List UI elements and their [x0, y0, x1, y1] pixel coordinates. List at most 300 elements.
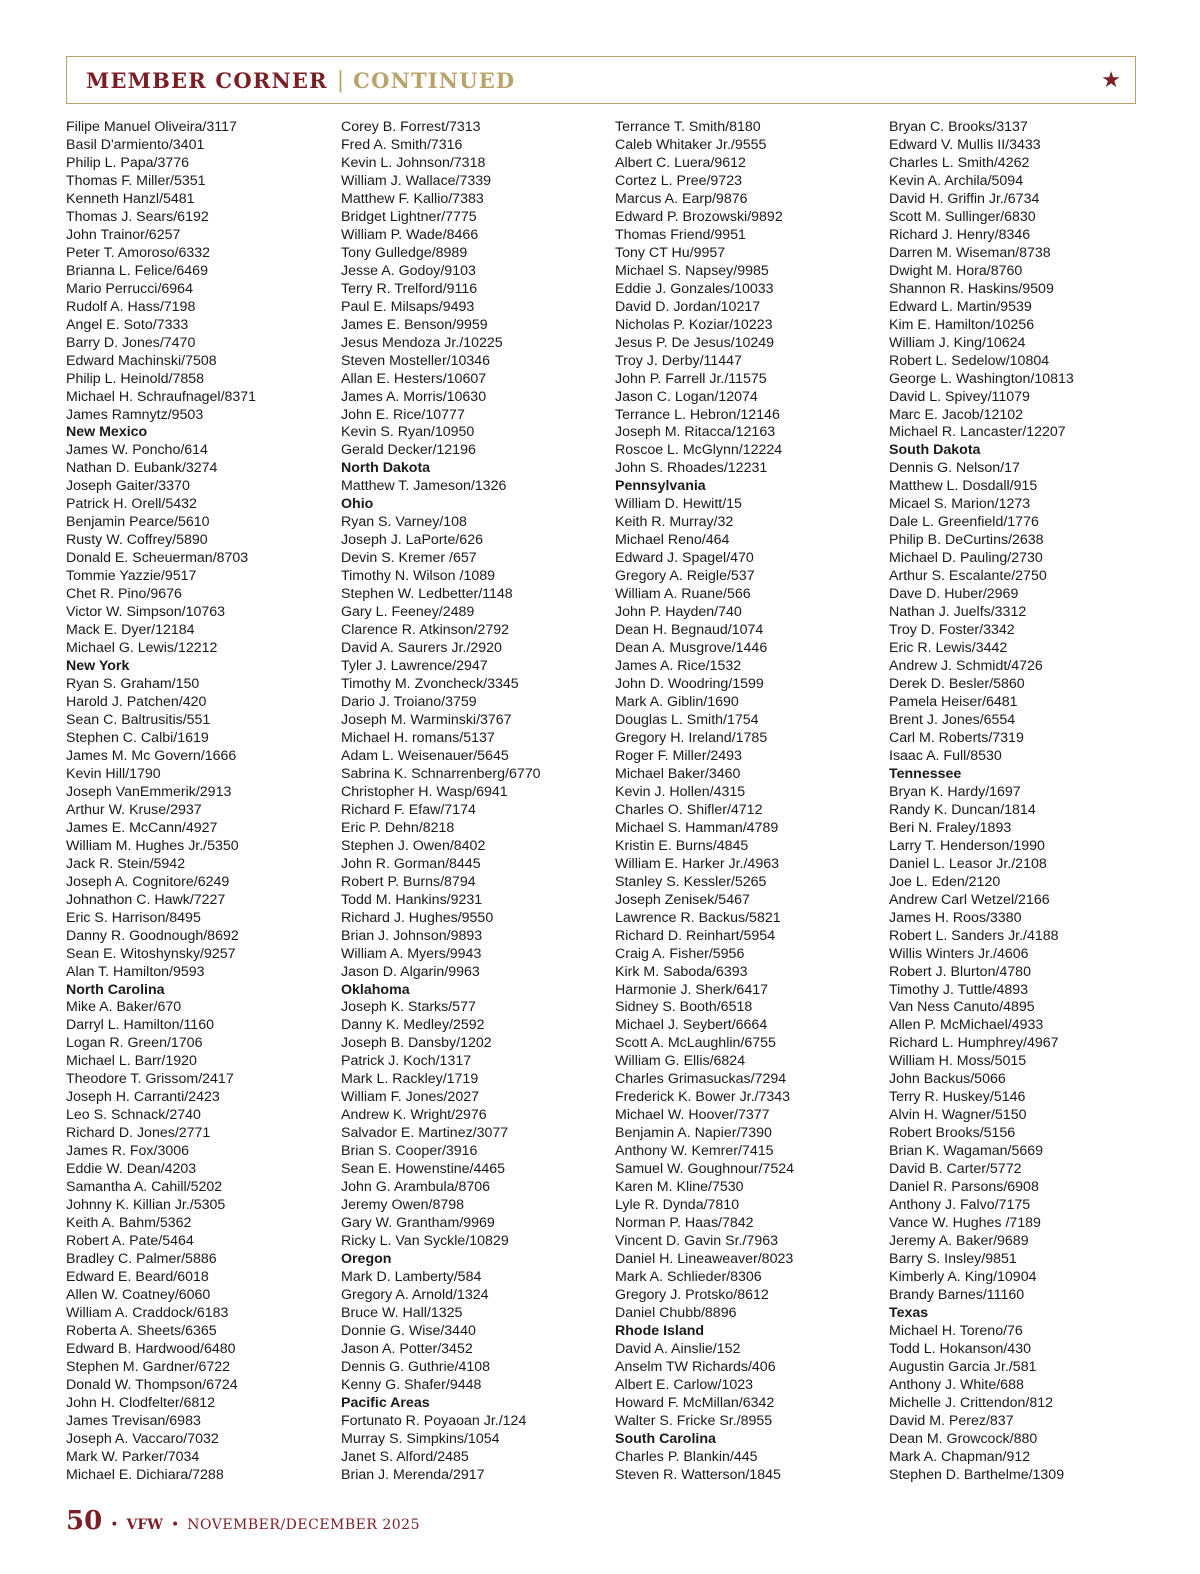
member-entry: Dario J. Troiano/3759 [341, 694, 477, 710]
member-entry: Michael H. romans/5137 [341, 729, 495, 746]
member-entry: Terry R. Huskey/5146 [889, 1089, 1026, 1106]
member-entry: Stephen W. Ledbetter/1148 [341, 586, 513, 603]
member-entry: Keith A. Bahm/5362 [66, 1215, 192, 1232]
member-entry: Mark L. Rackley/1719 [341, 1071, 479, 1088]
member-entry: Walter S. Fricke Sr./8955 [615, 1412, 773, 1429]
member-entry: Bryan K. Hardy/1697 [889, 783, 1021, 800]
member-entry: William J. King/10624 [889, 334, 1026, 351]
member-entry: William E. Harker Jr./4963 [615, 855, 779, 872]
member-entry: Edward Machinski/7508 [66, 352, 217, 369]
member-entry: John E. Rice/10777 [341, 406, 465, 423]
member-entry: Roscoe L. McGlynn/12224 [615, 442, 783, 459]
member-entry: Marcus A. Earp/9876 [615, 190, 748, 207]
member-entry: Richard D. Reinhart/5954 [615, 927, 776, 944]
member-entry: Mark A. Chapman/912 [889, 1448, 1031, 1465]
member-entry: Matthew T. Jameson/1326 [341, 478, 507, 495]
member-entry: Sean C. Baltrusitis/551 [66, 711, 211, 728]
state-heading: South Carolina [615, 1430, 716, 1447]
member-entry: James H. Roos/3380 [889, 909, 1022, 926]
member-entry: Gary W. Grantham/9969 [341, 1215, 495, 1232]
member-entry: Chet R. Pino/9676 [66, 586, 182, 603]
member-entry: Christopher H. Wasp/6941 [341, 783, 508, 800]
member-entry: Harold J. Patchen/420 [66, 694, 207, 710]
member-entry: Benjamin A. Napier/7390 [615, 1125, 772, 1142]
member-entry: Frederick K. Bower Jr./7343 [615, 1089, 791, 1106]
state-heading: North Dakota [341, 460, 431, 477]
member-entry: Gregory A. Arnold/1324 [341, 1286, 489, 1303]
member-entry: Carl M. Roberts/7319 [889, 729, 1024, 746]
member-entry: Darren M. Wiseman/8738 [889, 244, 1051, 261]
member-entry: Augustin Garcia Jr./581 [889, 1358, 1037, 1375]
member-entry: Mark D. Lamberty/584 [341, 1269, 482, 1285]
member-entry: John H. Clodfelter/6812 [66, 1394, 216, 1411]
member-entry: William A. Craddock/6183 [66, 1304, 229, 1321]
member-entry: Richard J. Henry/8346 [889, 226, 1031, 243]
member-entry: Joseph A. Cognitore/6249 [66, 873, 230, 890]
member-entry: George L. Washington/10813 [889, 370, 1074, 387]
member-entry: Janet S. Alford/2485 [341, 1448, 469, 1465]
member-entry: Philip L. Papa/3776 [66, 154, 190, 171]
member-entry: Andrew J. Schmidt/4726 [889, 658, 1043, 675]
member-entry: Alvin H. Wagner/5150 [889, 1107, 1027, 1124]
member-entry: Daniel L. Leasor Jr./2108 [889, 855, 1047, 872]
member-column-1 [66, 119, 331, 1485]
member-entry: Dwight M. Hora/8760 [889, 262, 1023, 279]
member-entry: Richard J. Hughes/9550 [341, 909, 494, 926]
member-entry: Richard D. Jones/2771 [66, 1125, 211, 1142]
member-entry: Thomas J. Sears/6192 [66, 208, 209, 225]
member-entry: Timothy N. Wilson /1089 [341, 568, 496, 585]
member-entry: Samuel W. Goughnour/7524 [615, 1161, 795, 1178]
member-entry: Barry S. Insley/9851 [889, 1251, 1017, 1268]
section-title: MEMBER CORNER [86, 67, 328, 93]
member-entry: Harmonie J. Sherk/6417 [615, 981, 768, 998]
member-entry: Stephen J. Owen/8402 [341, 837, 486, 854]
member-entry: Kevin A. Archila/5094 [889, 172, 1024, 189]
member-entry: David M. Perez/837 [889, 1412, 1014, 1429]
member-entry: Willis Winters Jr./4606 [889, 945, 1029, 962]
state-heading: Texas [889, 1304, 929, 1321]
member-entry: Eric R. Lewis/3442 [889, 640, 1008, 657]
member-entry: Michael E. Dichiara/7288 [66, 1466, 224, 1483]
member-entry: Charles P. Blankin/445 [615, 1448, 758, 1465]
member-entry: Gregory H. Ireland/1785 [615, 729, 768, 746]
member-entry: Joseph M. Ritacca/12163 [615, 424, 776, 441]
member-entry: Norman P. Haas/7842 [615, 1215, 754, 1232]
member-entry: Robert Brooks/5156 [889, 1125, 1016, 1142]
member-entry: Stephen C. Calbi/1619 [66, 729, 209, 746]
member-entry: Gary L. Feeney/2489 [341, 604, 475, 621]
member-entry: John P. Farrell Jr./11575 [615, 370, 767, 387]
state-heading: Pacific Areas [341, 1394, 430, 1411]
member-entry: Brianna L. Felice/6469 [66, 262, 208, 279]
member-entry: Kenneth Hanzl/5481 [66, 190, 195, 207]
member-entry: Rudolf A. Hass/7198 [66, 298, 196, 315]
member-entry: James E. Benson/9959 [341, 316, 488, 333]
member-entry: Bridget Lightner/7775 [341, 208, 477, 225]
member-entry: Patrick H. Orell/5432 [66, 496, 197, 513]
member-entry: Albert E. Carlow/1023 [615, 1376, 754, 1393]
member-entry: Joseph H. Carranti/2423 [66, 1089, 220, 1106]
member-entry: Lyle R. Dynda/7810 [615, 1197, 740, 1214]
member-entry: Filipe Manuel Oliveira/3117 [66, 119, 237, 135]
member-entry: Theodore T. Grissom/2417 [66, 1071, 234, 1088]
title-separator: | [336, 67, 345, 93]
member-entry: Michael H. Schraufnagel/8371 [66, 388, 257, 405]
member-entry: Robert A. Pate/5464 [66, 1233, 194, 1250]
member-entry: Sidney S. Booth/6518 [615, 999, 753, 1016]
member-entry: David D. Jordan/10217 [615, 298, 761, 315]
member-entry: David B. Carter/5772 [889, 1161, 1022, 1178]
member-entry: Karen M. Kline/7530 [615, 1179, 744, 1196]
member-entry: Mark A. Schlieder/8306 [615, 1269, 762, 1285]
member-entry: Scott A. McLaughlin/6755 [615, 1035, 776, 1052]
member-entry: Stanley S. Kessler/5265 [615, 873, 767, 890]
member-entry: Roberta A. Sheets/6365 [66, 1322, 217, 1339]
magazine-name: VFW [126, 1517, 163, 1533]
member-entry: Sabrina K. Schnarrenberg/6770 [341, 765, 541, 782]
member-entry: Logan R. Green/1706 [66, 1035, 203, 1052]
member-entry: Jason C. Logan/12074 [615, 388, 758, 405]
member-entry: Dean M. Growcock/880 [889, 1430, 1038, 1447]
issue-date: NOVEMBER/DECEMBER 2025 [187, 1517, 421, 1533]
member-entry: Paul E. Milsaps/9493 [341, 298, 475, 315]
member-entry: Brian S. Cooper/3916 [341, 1143, 478, 1160]
state-heading: Pennsylvania [615, 478, 706, 495]
member-entry: Allen W. Coatney/6060 [66, 1286, 211, 1303]
member-entry: David A. Saurers Jr./2920 [341, 640, 502, 657]
member-entry: Adam L. Weisenauer/5645 [341, 747, 509, 764]
member-entry: Caleb Whitaker Jr./9555 [615, 136, 767, 153]
page-number: 50 [66, 1506, 103, 1536]
member-entry: Gerald Decker/12196 [341, 442, 476, 459]
member-entry: Todd M. Hankins/9231 [341, 891, 483, 908]
member-entry: Steven R. Watterson/1845 [615, 1466, 781, 1483]
member-entry: Cortez L. Pree/9723 [615, 172, 742, 189]
member-entry: Randy K. Duncan/1814 [889, 801, 1036, 818]
member-entry: Jason A. Potter/3452 [341, 1340, 473, 1357]
member-entry: Daniel H. Lineaweaver/8023 [615, 1251, 794, 1268]
member-entry: Dennis G. Guthrie/4108 [341, 1358, 491, 1375]
member-entry: Jason D. Algarin/9963 [341, 963, 480, 980]
member-entry: Kevin L. Johnson/7318 [341, 154, 486, 171]
member-entry: Eric S. Harrison/8495 [66, 909, 201, 926]
member-entry: James Trevisan/6983 [66, 1412, 201, 1429]
member-entry: Barry D. Jones/7470 [66, 334, 196, 351]
member-entry: Robert L. Sanders Jr./4188 [889, 927, 1059, 944]
member-entry: Bruce W. Hall/1325 [341, 1304, 463, 1321]
member-entry: Edward L. Martin/9539 [889, 298, 1032, 315]
member-entry: Van Ness Canuto/4895 [889, 999, 1035, 1016]
member-entry: Pamela Heiser/6481 [889, 694, 1018, 710]
member-entry: Matthew F. Kallio/7383 [341, 190, 484, 207]
member-entry: Andrew K. Wright/2976 [341, 1107, 487, 1124]
member-entry: William P. Wade/8466 [341, 226, 479, 243]
member-entry: William J. Wallace/7339 [341, 172, 492, 189]
member-entry: Isaac A. Full/8530 [889, 747, 1002, 764]
member-entry: Charles Grimasuckas/7294 [615, 1071, 787, 1088]
member-entry: Mario Perrucci/6964 [66, 280, 193, 297]
member-entry: Nathan D. Eubank/3274 [66, 460, 218, 477]
member-entry: Anthony J. Falvo/7175 [889, 1197, 1031, 1214]
member-entry: Daniel Chubb/8896 [615, 1304, 737, 1321]
member-entry: James M. Mc Govern/1666 [66, 747, 237, 764]
member-entry: John Backus/5066 [889, 1071, 1006, 1088]
member-entry: Terry R. Trelford/9116 [341, 280, 478, 297]
member-entry: John D. Woodring/1599 [615, 676, 764, 693]
member-entry: Robert P. Burns/8794 [341, 873, 476, 890]
member-entry: Micael S. Marion/1273 [889, 496, 1031, 513]
member-entry: Allan E. Hesters/10607 [341, 370, 487, 387]
member-entry: Joe L. Eden/2120 [889, 873, 1001, 890]
member-entry: Mack E. Dyer/12184 [66, 622, 195, 639]
member-entry: Gregory A. Reigle/537 [615, 568, 755, 585]
member-column-3 [615, 119, 880, 1485]
member-entry: Joseph K. Starks/577 [341, 999, 476, 1016]
member-entry: Kevin J. Hollen/4315 [615, 783, 746, 800]
member-entry: Tommie Yazzie/9517 [66, 568, 197, 585]
member-entry: Fortunato R. Poyaoan Jr./124 [341, 1412, 527, 1429]
member-entry: Charles L. Smith/4262 [889, 154, 1030, 171]
state-heading: Rhode Island [615, 1322, 705, 1339]
member-entry: Dean H. Begnaud/1074 [615, 622, 764, 639]
member-entry: Dean A. Musgrove/1446 [615, 640, 768, 657]
member-entry: Kim E. Hamilton/10256 [889, 316, 1035, 333]
member-entry: Marc E. Jacob/12102 [889, 406, 1024, 423]
state-heading: Ohio [341, 496, 374, 513]
member-entry: Johnathon C. Hawk/7227 [66, 891, 226, 908]
member-entry: Nicholas P. Koziar/10223 [615, 316, 773, 333]
member-entry: David H. Griffin Jr./6734 [889, 190, 1040, 207]
member-entry: Vincent D. Gavin Sr./7963 [615, 1233, 778, 1250]
member-entry: Ryan S. Varney/108 [341, 514, 467, 531]
member-entry: Jesse A. Godoy/9103 [341, 262, 476, 279]
member-entry: Leo S. Schnack/2740 [66, 1107, 201, 1124]
member-entry: Vance W. Hughes /7189 [889, 1215, 1041, 1232]
member-entry: Jack R. Stein/5942 [66, 855, 186, 872]
member-entry: James A. Rice/1532 [615, 658, 742, 675]
member-entry: Bradley C. Palmer/5886 [66, 1251, 217, 1268]
member-entry: Joseph Zenisek/5467 [615, 891, 750, 908]
member-entry: William A. Myers/9943 [341, 945, 482, 962]
member-column-2 [341, 119, 606, 1485]
state-heading: South Dakota [889, 442, 981, 459]
member-entry: Nathan J. Juelfs/3312 [889, 604, 1027, 621]
member-entry: Kimberly A. King/10904 [889, 1269, 1037, 1285]
member-entry: Albert C. Luera/9612 [615, 154, 746, 171]
member-entry: John Trainor/6257 [66, 226, 181, 243]
member-entry: Philip L. Heinold/7858 [66, 370, 205, 387]
member-entry: Michael G. Lewis/12212 [66, 640, 218, 657]
member-entry: Victor W. Simpson/10763 [66, 604, 226, 621]
member-entry: William M. Hughes Jr./5350 [66, 837, 239, 854]
member-entry: Michael R. Lancaster/12207 [889, 424, 1066, 441]
member-entry: Brian J. Johnson/9893 [341, 927, 483, 944]
member-entry: Johnny K. Killian Jr./5305 [66, 1197, 226, 1214]
member-entry: Jesus Mendoza Jr./10225 [341, 334, 503, 351]
member-entry: Jesus P. De Jesus/10249 [615, 334, 775, 351]
member-entry: Darryl L. Hamilton/1160 [66, 1017, 214, 1034]
member-entry: Thomas Friend/9951 [615, 226, 746, 243]
member-entry: William D. Hewitt/15 [615, 496, 742, 513]
member-entry: Clarence R. Atkinson/2792 [341, 622, 509, 639]
member-entry: Roger F. Miller/2493 [615, 747, 742, 764]
member-entry: Mike A. Baker/670 [66, 999, 182, 1016]
member-entry: Salvador E. Martinez/3077 [341, 1125, 509, 1142]
member-entry: Stephen M. Gardner/6722 [66, 1358, 231, 1375]
member-entry: Philip B. DeCurtins/2638 [889, 532, 1044, 549]
member-entry: John P. Hayden/740 [615, 604, 742, 621]
member-entry: Peter T. Amoroso/6332 [66, 244, 211, 261]
member-entry: Basil D'armiento/3401 [66, 136, 205, 153]
member-entry: Samantha A. Cahill/5202 [66, 1179, 223, 1196]
member-entry: Tony CT Hu/9957 [615, 244, 726, 261]
footer-bullet: • [170, 1517, 180, 1533]
member-entry: Ricky L. Van Syckle/10829 [341, 1233, 509, 1250]
section-subtitle: CONTINUED [353, 67, 516, 93]
member-entry: Michael J. Seybert/6664 [615, 1017, 768, 1034]
member-entry: Devin S. Kremer /657 [341, 550, 477, 567]
member-entry: Tyler J. Lawrence/2947 [341, 658, 488, 675]
member-entry: Matthew L. Dosdall/915 [889, 478, 1038, 495]
member-entry: Kevin S. Ryan/10950 [341, 424, 475, 441]
member-entry: Kenny G. Shafer/9448 [341, 1376, 482, 1393]
footer-bullet: • [110, 1517, 119, 1533]
member-entry: Jeremy A. Baker/9689 [889, 1233, 1029, 1250]
member-entry: James R. Fox/3006 [66, 1143, 190, 1160]
member-entry: Donald E. Scheuerman/8703 [66, 550, 249, 567]
member-entry: Shannon R. Haskins/9509 [889, 280, 1054, 297]
member-entry: Joseph J. LaPorte/626 [341, 532, 483, 549]
member-entry: Scott M. Sullinger/6830 [889, 208, 1036, 225]
member-entry: Todd L. Hokanson/430 [889, 1340, 1031, 1357]
member-entry: Edward P. Brozowski/9892 [615, 208, 783, 225]
member-entry: James W. Poncho/614 [66, 442, 208, 459]
member-entry: James E. McCann/4927 [66, 819, 218, 836]
member-entry: Kristin E. Burns/4845 [615, 837, 749, 854]
member-entry: Joseph Gaiter/3370 [66, 478, 190, 495]
member-entry: Terrance T. Smith/8180 [615, 119, 761, 135]
member-entry: Robert L. Sedelow/10804 [889, 352, 1050, 369]
member-column-4 [889, 119, 1154, 1485]
section-header [66, 56, 1136, 104]
member-entry: Allen P. McMichael/4933 [889, 1017, 1044, 1034]
state-heading: North Carolina [66, 981, 165, 998]
member-entry: Michael S. Napsey/9985 [615, 262, 769, 279]
member-entry: Robert J. Blurton/4780 [889, 963, 1031, 980]
member-entry: Patrick J. Koch/1317 [341, 1053, 472, 1070]
member-entry: Timothy M. Zvoncheck/3345 [341, 676, 519, 693]
member-entry: Douglas L. Smith/1754 [615, 711, 759, 728]
member-entry: Mark W. Parker/7034 [66, 1448, 200, 1465]
member-entry: Terrance L. Hebron/12146 [615, 406, 780, 423]
member-entry: Brandy Barnes/11160 [889, 1286, 1025, 1303]
state-heading: New Mexico [66, 424, 148, 441]
member-entry: Troy D. Foster/3342 [889, 622, 1015, 639]
member-entry: Dave D. Huber/2969 [889, 586, 1019, 603]
member-entry: Beri N. Fraley/1893 [889, 819, 1012, 836]
state-heading: Oklahoma [341, 981, 410, 998]
member-entry: Eric P. Dehn/8218 [341, 819, 455, 836]
member-entry: Howard F. McMillan/6342 [615, 1394, 775, 1411]
member-entry: Edward J. Spagel/470 [615, 550, 754, 567]
member-entry: Brent J. Jones/6554 [889, 711, 1016, 728]
member-entry: David L. Spivey/11079 [889, 388, 1030, 405]
member-entry: James A. Morris/10630 [341, 388, 487, 405]
member-entry: Dennis G. Nelson/17 [889, 460, 1020, 477]
member-entry: Craig A. Fisher/5956 [615, 945, 745, 962]
member-entry: Anthony J. White/688 [889, 1376, 1024, 1393]
member-entry: Sean E. Witoshynsky/9257 [66, 945, 236, 962]
member-entry: Dale L. Greenfield/1776 [889, 514, 1039, 531]
member-entry: Lawrence R. Backus/5821 [615, 909, 781, 926]
member-entry: Jeremy Owen/8798 [341, 1197, 465, 1214]
member-entry: William A. Ruane/566 [615, 586, 751, 603]
member-entry: Kirk M. Saboda/6393 [615, 963, 748, 980]
member-entry: Gregory J. Protsko/8612 [615, 1286, 769, 1303]
member-entry: Corey B. Forrest/7313 [341, 119, 481, 135]
state-heading: Tennessee [889, 765, 962, 782]
member-entry: Richard L. Humphrey/4967 [889, 1035, 1059, 1052]
member-entry: Joseph M. Warminski/3767 [341, 711, 512, 728]
state-heading: Oregon [341, 1251, 392, 1268]
member-entry: Stephen D. Barthelme/1309 [889, 1466, 1065, 1483]
member-entry: David A. Ainslie/152 [615, 1340, 741, 1357]
member-entry: Edward V. Mullis II/3433 [889, 136, 1041, 153]
member-entry: Michael W. Hoover/7377 [615, 1107, 770, 1124]
member-entry: Steven Mosteller/10346 [341, 352, 491, 369]
member-entry: Troy J. Derby/11447 [615, 352, 742, 369]
member-entry: Michael Reno/464 [615, 532, 730, 549]
member-entry: Benjamin Pearce/5610 [66, 514, 210, 531]
member-entry: Charles O. Shifler/4712 [615, 801, 763, 818]
page-footer [66, 1506, 420, 1536]
member-entry: Brian K. Wagaman/5669 [889, 1143, 1044, 1160]
member-entry: Bryan C. Brooks/3137 [889, 119, 1028, 135]
member-entry: Derek D. Besler/5860 [889, 676, 1025, 693]
member-entry: Michael L. Barr/1920 [66, 1053, 197, 1070]
member-entry: Michelle J. Crittendon/812 [889, 1394, 1054, 1411]
member-entry: Edward E. Beard/6018 [66, 1269, 209, 1285]
member-entry: Joseph B. Dansby/1202 [341, 1035, 492, 1052]
member-entry: Brian J. Merenda/2917 [341, 1466, 485, 1483]
member-entry: Danny K. Medley/2592 [341, 1017, 485, 1034]
member-entry: Sean E. Howenstine/4465 [341, 1161, 506, 1178]
member-entry: Angel E. Soto/7333 [66, 316, 189, 333]
member-entry: John S. Rhoades/12231 [615, 460, 768, 477]
member-entry: Larry T. Henderson/1990 [889, 837, 1045, 854]
member-entry: Ryan S. Graham/150 [66, 676, 200, 693]
member-entry: Anthony W. Kemrer/7415 [615, 1143, 774, 1160]
member-entry: Anselm TW Richards/406 [615, 1358, 776, 1375]
member-entry: Arthur S. Escalante/2750 [889, 568, 1047, 585]
member-entry: Keith R. Murray/32 [615, 514, 734, 531]
member-entry: Donnie G. Wise/3440 [341, 1322, 476, 1339]
member-entry: Michael S. Hamman/4789 [615, 819, 779, 836]
state-heading: New York [66, 658, 130, 675]
member-entry: John G. Arambula/8706 [341, 1179, 491, 1196]
star-icon: ★ [1101, 67, 1121, 92]
member-entry: Joseph A. Vaccaro/7032 [66, 1430, 219, 1447]
member-entry: Danny R. Goodnough/8692 [66, 927, 239, 944]
member-entry: Eddie J. Gonzales/10033 [615, 280, 774, 297]
member-entry: William F. Jones/2027 [341, 1089, 479, 1106]
member-entry: Alan T. Hamilton/9593 [66, 963, 205, 980]
member-entry: Fred A. Smith/7316 [341, 136, 463, 153]
member-entry: Rusty W. Coffrey/5890 [66, 532, 208, 549]
member-entry: John R. Gorman/8445 [341, 855, 481, 872]
member-entry: James Ramnytz/9503 [66, 406, 204, 423]
